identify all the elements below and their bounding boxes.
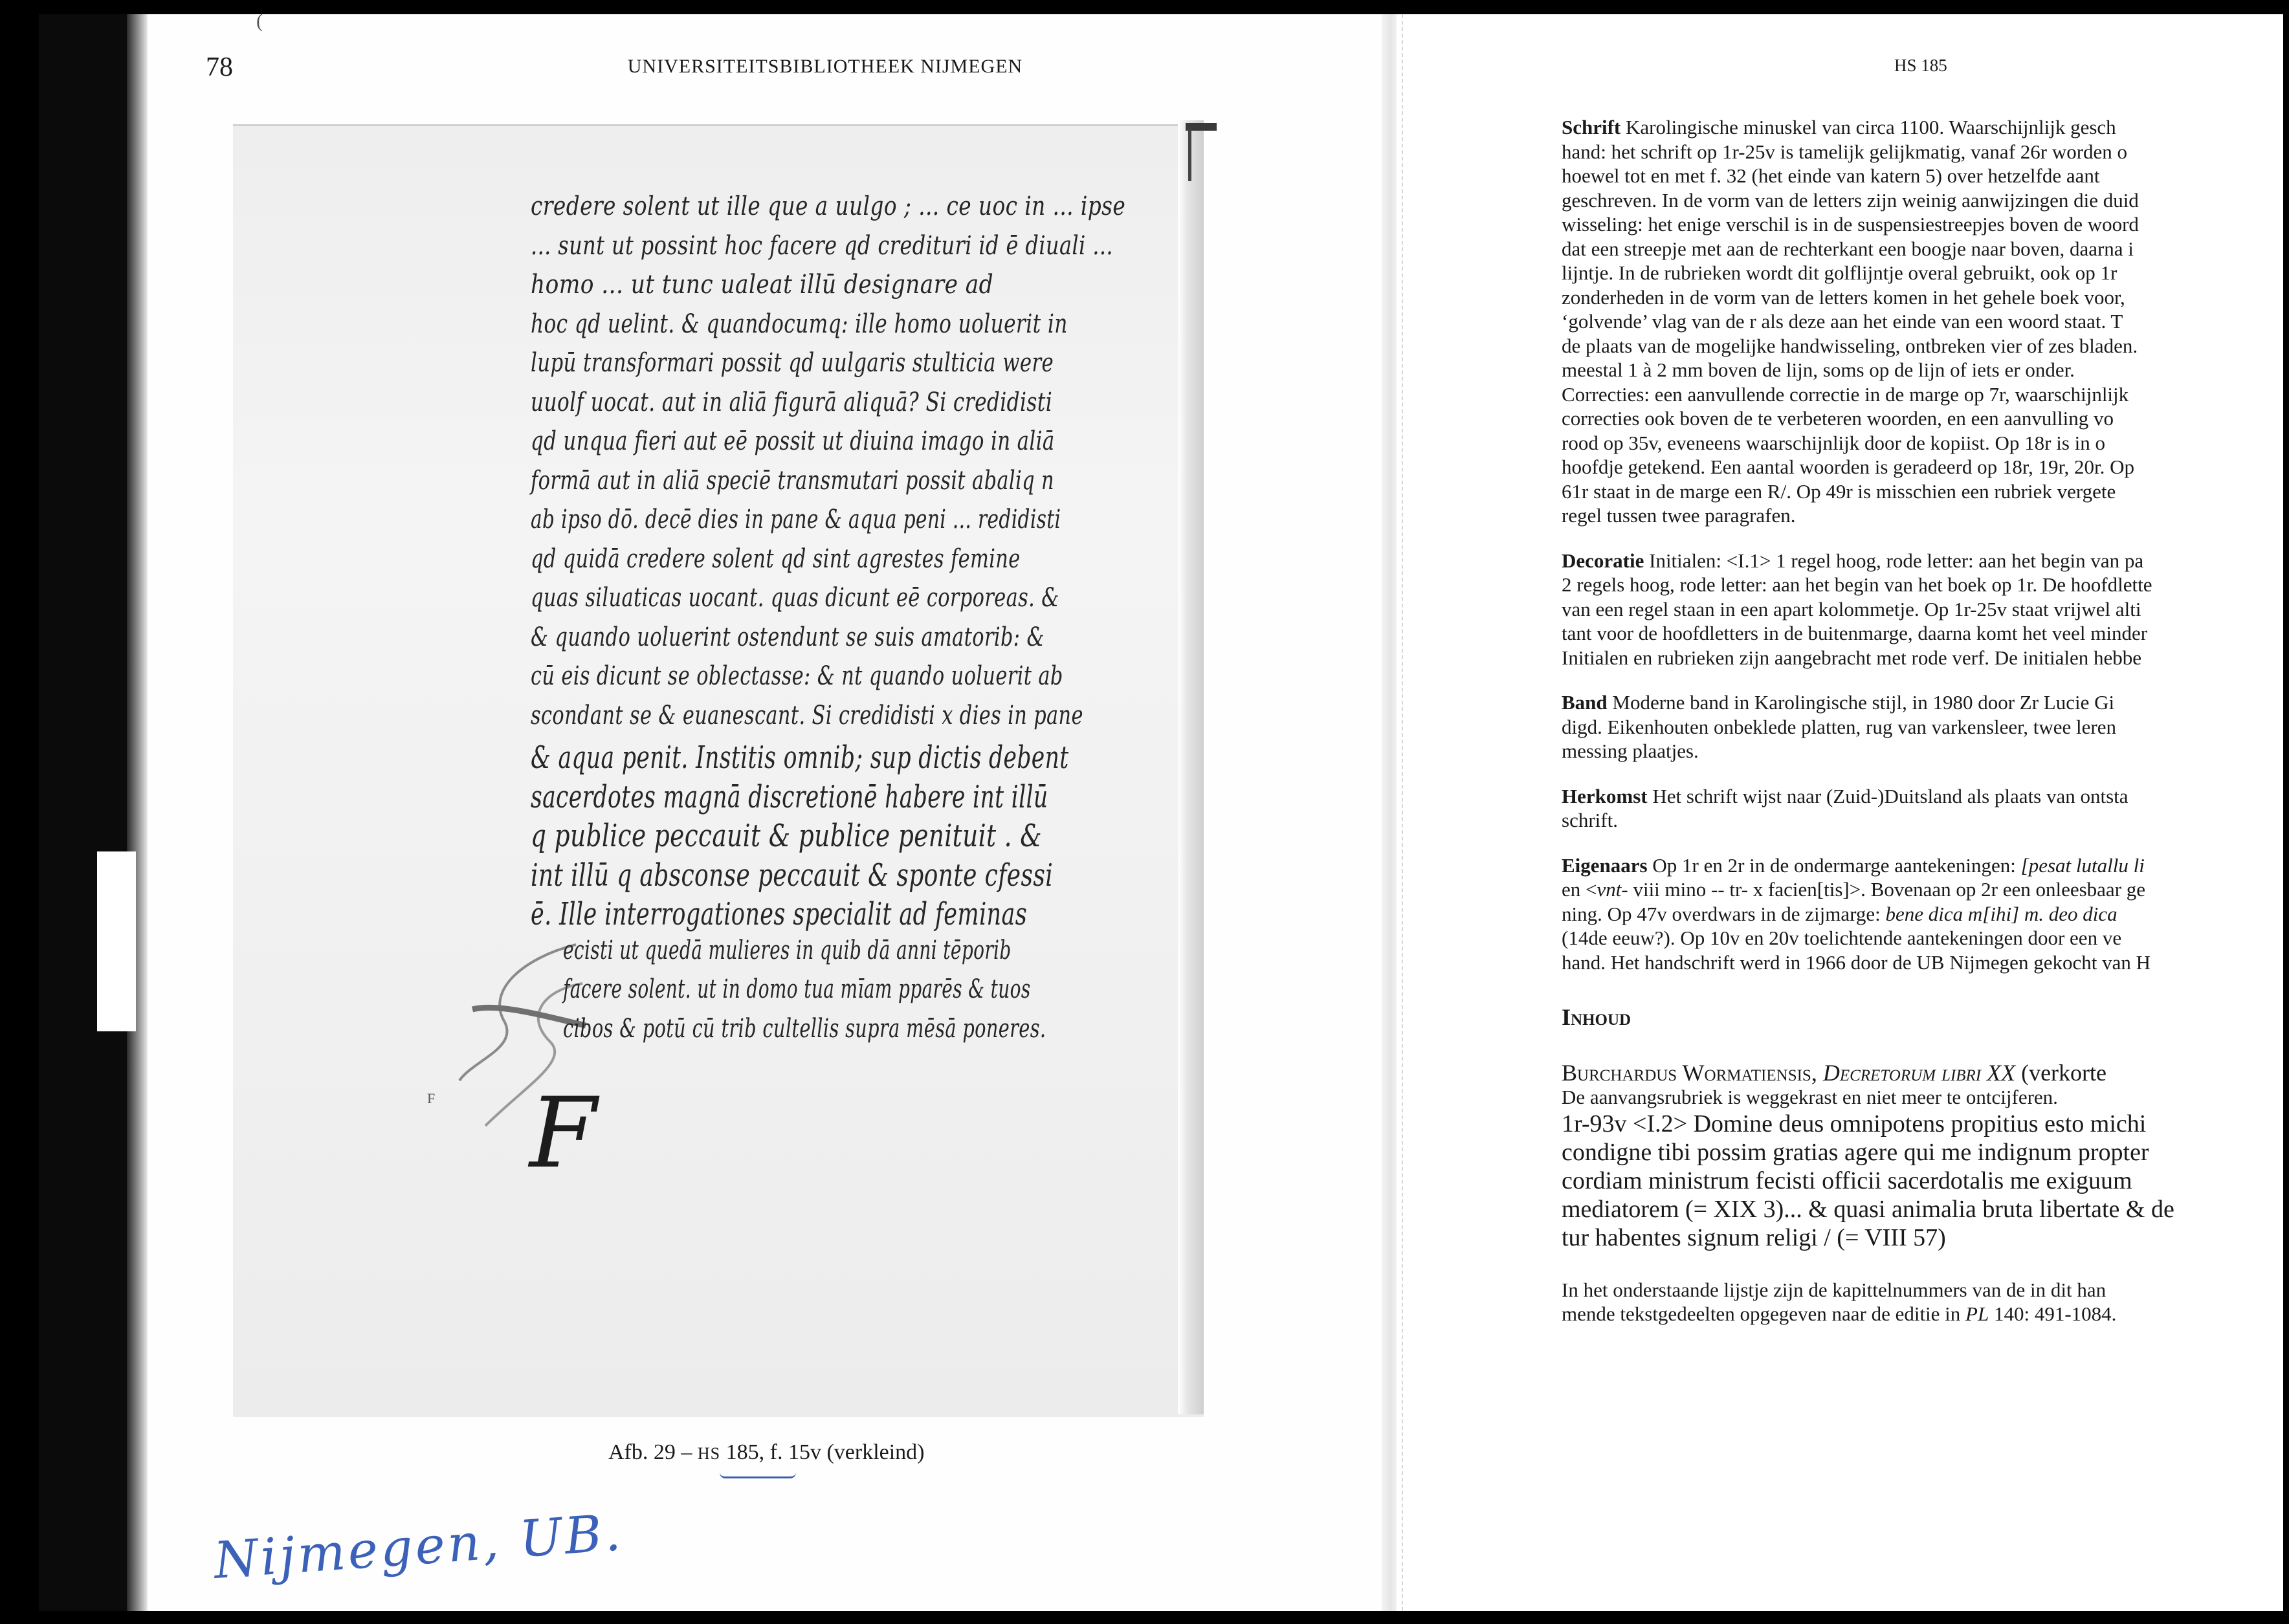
text-line: wisseling: het enige verschil is in de suspensiestreepjes boven de woord [1562, 213, 2139, 236]
text-line: hoewel tot en met f. 32 (het einde van katern 5) over hetzelfde aant [1562, 164, 2100, 187]
scan-border-top [0, 0, 2289, 14]
scan-mark: ( [256, 10, 263, 32]
section-herkomst-line: Herkomst Het schrift wijst naar (Zuid-)Duitsland als plaats van ontsta [1562, 784, 2129, 807]
text-line: dat een streepje met aan de rechterkant een boogje naar boven, daarna i [1562, 237, 2134, 260]
work-title: Burchardus Wormatiensis, Decretorum libri XX (verkorte [1562, 1059, 2107, 1086]
text-line: geschreven. In de vorm van de letters zijn weinig aanwijzingen die duid [1562, 188, 2139, 212]
incipit-line: tur habentes signum religi / (= VIII 57) [1562, 1223, 1946, 1251]
text-line: zonderheden in de vorm van de letters komen in het gehele boek voor, [1562, 285, 2125, 309]
manuscript-line: cibos & potū cū trib cultellis supra mēsā poneres. [563, 1013, 1046, 1044]
book-edge-gradient [127, 14, 148, 1611]
section-label-decoratie: Decoratie [1562, 549, 1644, 572]
plate-edge-tick [1188, 129, 1191, 181]
text-line: Correcties: een aanvullende correctie in de marge op 7r, waarschijnlijk [1562, 382, 2129, 406]
manuscript-line: hoc qd uelint. & quandocumq: ille homo uoluerit in [531, 309, 1068, 339]
rubric-note: De aanvangsrubriek is weggekrast en niet meer te ontcijferen. [1562, 1086, 2058, 1108]
text-line: mende tekstgedeelten opgegeven naar de editie in PL 140: 491-1084. [1562, 1302, 2117, 1325]
book-edge-shadow [39, 14, 136, 1611]
handwritten-underline [720, 1473, 796, 1478]
text-line: hand. Het handschrift werd in 1966 door de UB Nijmegen gekocht van H [1562, 950, 2151, 974]
section-heading-inhoud: Inhoud [1562, 1004, 1631, 1030]
incipit-line: cordiam ministrum fecisti officii sacerdotalis me exiguum [1562, 1167, 2132, 1194]
manuscript-line: & aqua penit. Institis omnib; sup dictis debent [531, 740, 1069, 776]
text-line: de plaats van de mogelijke handwisseling, ontbreken vier of zes bladen. [1562, 334, 2138, 357]
manuscript-line: uuolf uocat. aut in aliā figurā aliquā? Si credidisti [531, 387, 1053, 417]
section-band-line: Band Moderne band in Karolingische stijl, in 1980 door Zr Lucie Gi [1562, 691, 2115, 714]
text-line: 61r staat in de marge een R/. Op 49r is misschien een rubriek vergete [1562, 479, 2116, 503]
manuscript-line: qd unqua fieri aut eē possit ut diuina imago in aliā [531, 426, 1055, 456]
text-line: digd. Eikenhouten onbeklede platten, rug van varkensleer, twee leren [1562, 715, 2116, 738]
plate-edge-strip [1178, 120, 1204, 1414]
caption-shelfmark: 185 [725, 1440, 759, 1464]
description-body [1562, 115, 2289, 1326]
manuscript-line: q publice peccauit & publice penituit . & [531, 818, 1042, 854]
manuscript-text [531, 192, 1139, 1053]
text-line: (14de eeuw?). Op 10v en 20v toelichtende aantekeningen door een ve [1562, 927, 2122, 949]
text-line: In het onderstaande lijstje zijn de kapittelnummers van de in dit han [1562, 1278, 2107, 1301]
manuscript-line: ... sunt ut possint hoc facere qd credituri id ē diuali ... [531, 230, 1113, 261]
running-head-left: UNIVERSITEITSBIBLIOTHEEK NIJMEGEN [627, 56, 1023, 77]
manuscript-line: facere solent. ut in domo tua mīam pparēs & tuos [563, 974, 1031, 1004]
caption-hs: HS [697, 1444, 721, 1463]
manuscript-line: quas siluaticas uocant. quas dicunt eē corporeas. & [531, 583, 1059, 613]
manuscript-line: formā aut in aliā speciē transmutari possit abaliq n [531, 465, 1054, 496]
section-schrift-line: Schrift Karolingische minuskel van circa 1100. Waarschijnlijk gesch [1562, 116, 2116, 138]
gutter-edge-texture [1402, 14, 1410, 1611]
text-line: schrift. [1562, 809, 1618, 831]
manuscript-line: homo ... ut tunc ualeat illū designare ad [531, 270, 994, 300]
margin-letter: F [427, 1090, 436, 1106]
text-line: van een regel staan in een apart kolommetje. Op 1r-25v staat vrijwel alti [1562, 597, 2141, 620]
text-line: ‘golvende’ vlag van de r als deze aan het einde van een woord staat. T [1562, 310, 2123, 333]
figure-caption [608, 1440, 925, 1465]
manuscript-initial: F [529, 1077, 597, 1190]
text-line: correcties ook boven de te verbeteren woorden, en een aanvulling vo [1562, 407, 2114, 430]
manuscript-line: cū eis dicunt se oblectasse: & nt quando uoluerit ab [531, 661, 1063, 691]
incipit-line: 1r-93v <I.2> Domine deus omnipotens propitius esto michi [1562, 1110, 2147, 1137]
caption-suffix: , f. 15v (verkleind) [758, 1440, 925, 1464]
text-line: 2 regels hoog, rode letter: aan het begin van het boek op 1r. De hoofdlette [1562, 573, 2152, 596]
text-line: lijntje. In de rubrieken wordt dit golflijntje overal gebruikt, ook op 1r [1562, 261, 2118, 284]
text-line: regel tussen twee paragrafen. [1562, 504, 1796, 527]
text-line: hoofdje getekend. Een aantal woorden is geradeerd op 18r, 19r, 20r. Op [1562, 455, 2135, 478]
manuscript-line: scondant se & euanescant. Si credidisti x dies in pane [531, 700, 1083, 730]
text-line: hand: het schrift op 1r-25v is tamelijk gelijkmatig, vanaf 26r worden o [1562, 140, 2128, 163]
manuscript-line: qd quidā credere solent qd sint agrestes femine [531, 543, 1021, 574]
manuscript-line: ab ipso dō. decē dies in pane & aqua peni ... redidisti [531, 505, 1061, 534]
manuscript-line: lupū transformari possit qd uulgaris stulticia were [531, 348, 1054, 378]
scan-border-bottom [0, 1611, 2289, 1624]
incipit-line: mediatorem (= XIX 3)... & quasi animalia bruta libertate & de [1562, 1195, 2174, 1223]
page-number: 78 [206, 52, 233, 82]
manuscript-line: sacerdotes magnā discretionē habere int illū [531, 778, 1048, 815]
text-line: Initialen en rubrieken zijn aangebracht met rode verf. De initialen hebbe [1562, 646, 2142, 669]
manuscript-line: ē. Ille interrogationes specialit ad feminas [531, 896, 1028, 932]
text-line: tant voor de hoofdletters in de buitenmarge, daarna komt het veel minder [1562, 622, 2148, 644]
book-edge-notch [97, 851, 136, 1031]
manuscript-line: credere solent ut ille que a uulgo ; ... ce uoc in ... ipse [531, 192, 1126, 221]
text-line: en <vnt- viii mino -- tr- x facien[tis]>. Bovenaan op 2r een onleesbaar ge [1562, 878, 2146, 901]
section-label-eigenaars: Eigenaars [1562, 853, 1648, 877]
section-decoratie-line: Decoratie Initialen: <I.1> 1 regel hoog, rode letter: aan het begin van pa [1562, 549, 2144, 572]
running-head-right: HS 185 [1894, 56, 1947, 75]
text-line: meestal 1 à 2 mm boven de lijn, soms op de lijn of iets er onder. [1562, 358, 2075, 381]
section-label-band: Band [1562, 691, 1608, 714]
text-line: rood op 35v, eveneens waarschijnlijk door de kopiist. Op 18r is in o [1562, 431, 2106, 454]
section-label-herkomst: Herkomst [1562, 784, 1648, 807]
section-label-schrift: Schrift [1562, 116, 1621, 138]
section-eigenaars-line: Eigenaars Op 1r en 2r in de ondermarge aantekeningen: [pesat lutallu li [1562, 853, 2145, 877]
manuscript-line: ecisti ut quedā mulieres in quib dā anni tēporib [563, 935, 1012, 965]
caption-prefix: Afb. 29 – [608, 1440, 692, 1464]
manuscript-line: & quando uoluerint ostendunt se suis amatorib: & [531, 622, 1045, 652]
handwritten-note: Nijmegen, UB. [212, 1504, 625, 1590]
incipit-line: condigne tibi possim gratias agere qui me indignum propter [1562, 1138, 2149, 1166]
text-line: messing plaatjes. [1562, 740, 1699, 762]
manuscript-line: int illū q absconse peccauit & sponte cfessi [531, 857, 1054, 894]
text-line: ning. Op 47v overdwars in de zijmarge: bene dica m[ihi] m. deo dica [1562, 902, 2118, 925]
